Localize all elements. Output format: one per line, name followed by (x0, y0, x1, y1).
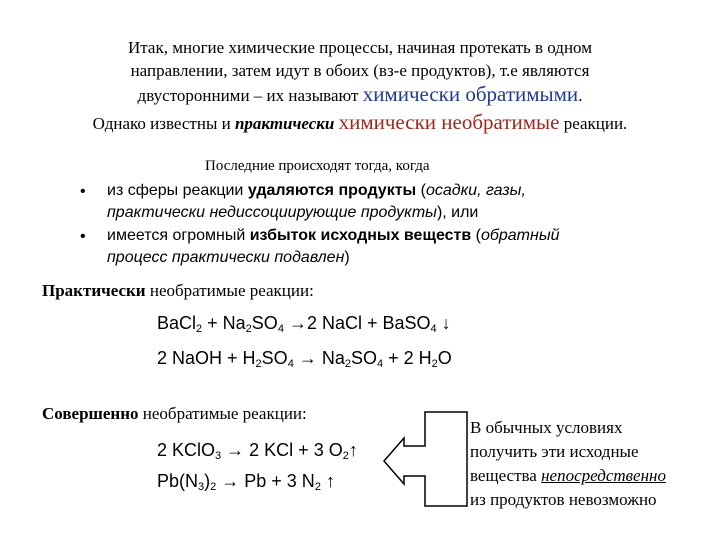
bullet-2-line-1 (107, 227, 559, 245)
equation-kclo3 (157, 440, 358, 462)
precipitates-gases-text: осадки, газы, (425, 182, 526, 199)
eq2-sub-a: 2 (255, 358, 262, 370)
eq1-sub-a: 2 (196, 323, 203, 335)
eq4-part-d: ↑ (320, 471, 335, 491)
eq1-part-d: →2 NaCl + BaSO (283, 313, 431, 333)
eq1-sub-c: 4 (277, 323, 284, 335)
eq4-part-b: ) (204, 471, 211, 491)
bullet-1-text-a: из сферы реакции (107, 182, 248, 199)
complete-heading-bold: Совершенно (42, 404, 139, 423)
complete-heading-rest: необратимые реакции: (138, 404, 307, 423)
nondissociating-products-text: практически недиссоциирующие продукты (107, 204, 437, 221)
bullet-2-tail: ) (344, 249, 350, 266)
eq2-part-e: + 2 H (383, 348, 432, 368)
bullet-1-line-2 (107, 204, 478, 222)
intro-line-3-pre: двусторонними – их называют (137, 86, 363, 105)
reversible-term: химически обратимыми (362, 82, 579, 106)
eq3-sub-a: 3 (215, 450, 222, 462)
practical-heading (42, 281, 314, 301)
eq3-sub-b: 2 (342, 450, 349, 462)
eq2-sub-b: 4 (287, 358, 294, 370)
eq2-part-c: → Na (293, 348, 345, 368)
note-line-2: получить эти исходные (470, 442, 639, 461)
bullet-1-paren-open: ( (416, 182, 426, 199)
eq4-sub-a: 3 (198, 481, 205, 493)
eq1-part-c: SO (251, 313, 278, 333)
practically-emphasis: практически (234, 114, 335, 133)
eq1-sub-d: 4 (430, 323, 437, 335)
irreversible-term: химически необратимые (338, 110, 560, 134)
eq1-part-a: BaCl (157, 313, 197, 333)
intro-line-3 (0, 82, 720, 107)
eq2-sub-c: 2 (344, 358, 351, 370)
intro-line-4-post: реакции. (559, 114, 628, 133)
practical-heading-bold: Практически (42, 281, 146, 300)
left-arrow-icon (380, 404, 470, 514)
bullet-2-paren-open: ( (471, 227, 481, 244)
eq4-sub-b: 2 (210, 481, 217, 493)
eq2-part-d: SO (350, 348, 377, 368)
note-line-4: из продуктов невозможно (470, 490, 657, 509)
eq2-part-b: SO (261, 348, 288, 368)
reverse-text: обратный (480, 227, 560, 244)
intro-line-4-pre: Однако известны и (92, 114, 235, 133)
complete-heading (42, 404, 307, 424)
note-line-1: В обычных условиях (470, 418, 623, 437)
practical-heading-rest: необратимые реакции: (145, 281, 314, 300)
note-line-3-pre: вещества (470, 466, 542, 485)
eq4-part-a: Pb(N (157, 471, 199, 491)
equation-bacl2 (157, 313, 451, 335)
intro-line-4 (0, 110, 720, 135)
eq3-part-a: 2 KClO (157, 440, 216, 460)
bullet-2-glyph: • (80, 228, 86, 245)
eq3-part-b: → 2 KCl + 3 O (221, 440, 343, 460)
bullet-2-line-2 (107, 249, 350, 267)
note-line-3 (470, 466, 666, 486)
bullet-2-text-a: имеется огромный (107, 227, 250, 244)
eq2-sub-d: 4 (376, 358, 384, 370)
intro-line-2: направлении, затем идут в обоих (вз-е продуктов), т.е являются (130, 61, 590, 80)
equation-pbn3 (157, 471, 335, 493)
bullet-1-glyph: • (80, 183, 86, 200)
eq2-sub-e: 2 (431, 358, 438, 370)
excess-reactants-emphasis: избыток исходных веществ (249, 227, 472, 244)
bullet-1-line-1 (107, 182, 526, 200)
equation-naoh (157, 348, 452, 370)
eq4-sub-c: 2 (314, 481, 321, 493)
eq1-part-e: ↓ (436, 313, 451, 333)
eq4-part-c: → Pb + 3 N (216, 471, 315, 491)
products-removed-emphasis: удаляются продукты (247, 182, 417, 199)
arrow-shape (384, 412, 467, 506)
suppressed-process-text: процесс практически подавлен (107, 249, 345, 266)
eq2-part-a: 2 NaOH + H (157, 348, 256, 368)
conditions-lead: Последние происходят тогда, когда (205, 158, 430, 174)
directly-emphasis: непосредственно (541, 466, 666, 485)
eq1-part-b: + Na (202, 313, 246, 333)
eq3-part-c: ↑ (348, 440, 358, 460)
eq2-part-f: O (437, 348, 452, 368)
eq1-sub-b: 2 (245, 323, 252, 335)
bullet-1-tail: ), или (436, 204, 479, 221)
intro-line-3-post: . (578, 86, 583, 105)
intro-line-1: Итак, многие химические процессы, начиная протекать в одном (128, 38, 592, 57)
